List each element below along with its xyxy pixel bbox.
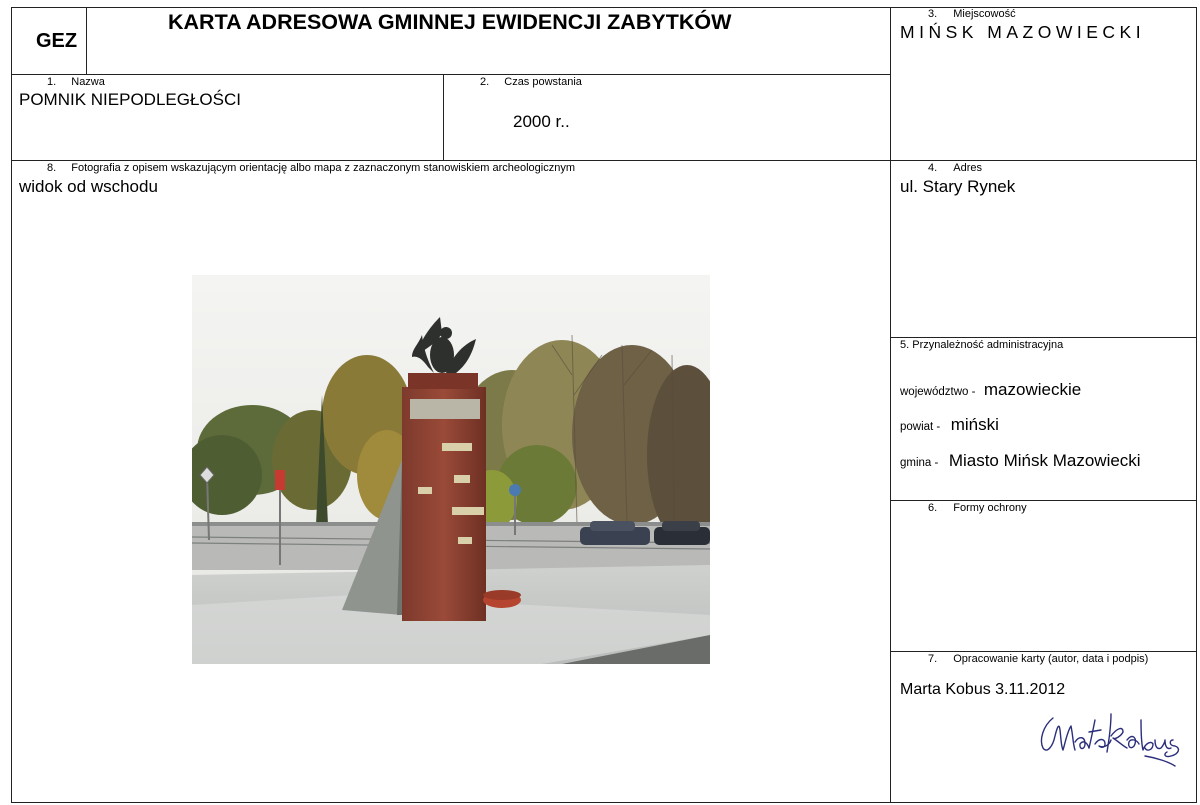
fotografia-label: 8. Fotografia z opisem wskazującym orientację albo mapa z zaznaczonym stanowiskiem archeologicznym (47, 162, 576, 174)
miejscowosc-value: MIŃSK MAZOWIECKI (900, 22, 1146, 42)
divider-przynaleznosc (890, 500, 1197, 501)
opracowanie-label: 7. Opracowanie karty (autor, data i podpis) (928, 653, 1149, 665)
wojewodztwo-value: mazowieckie (983, 380, 1082, 399)
nazwa-label: 1. Nazwa (47, 76, 105, 88)
fotografia-caption: widok od wschodu (19, 177, 158, 196)
gez-code: GEZ (36, 30, 78, 52)
signature-image (1025, 700, 1190, 770)
divider-main-right (890, 7, 891, 803)
miejscowosc-label: 3. Miejscowość (928, 8, 1016, 20)
adres-label: 4. Adres (928, 162, 982, 174)
divider-row2 (11, 160, 1197, 161)
gmina-value: Miasto Mińsk Mazowiecki (948, 451, 1141, 470)
adres-value: ul. Stary Rynek (900, 177, 1016, 196)
divider-gez (86, 7, 87, 74)
powiat-row: powiat - miński (900, 415, 999, 434)
divider-formy (890, 651, 1197, 652)
monument-photo (192, 275, 710, 664)
opracowanie-value: Marta Kobus 3.11.2012 (900, 681, 1066, 698)
border-top (11, 7, 1197, 8)
page-title: KARTA ADRESOWA GMINNEJ EWIDENCJI ZABYTKÓW (168, 10, 732, 34)
czas-value: 2000 r.. (513, 112, 570, 131)
divider-adres (890, 337, 1197, 338)
wojewodztwo-row: województwo - mazowieckie (900, 380, 1082, 399)
czas-label: 2. Czas powstania (480, 76, 582, 88)
formy-label: 6. Formy ochrony (928, 502, 1027, 514)
border-right (1196, 7, 1197, 803)
border-left (11, 7, 12, 803)
nazwa-value: POMNIK NIEPODLEGŁOŚCI (19, 90, 241, 109)
divider-nazwa-czas (443, 74, 444, 160)
border-bottom (11, 802, 1197, 803)
gmina-row: gmina - Miasto Mińsk Mazowiecki (900, 451, 1141, 470)
powiat-value: miński (950, 415, 999, 434)
przynaleznosc-label: 5. Przynależność administracyjna (900, 339, 1064, 351)
divider-header (11, 74, 891, 75)
